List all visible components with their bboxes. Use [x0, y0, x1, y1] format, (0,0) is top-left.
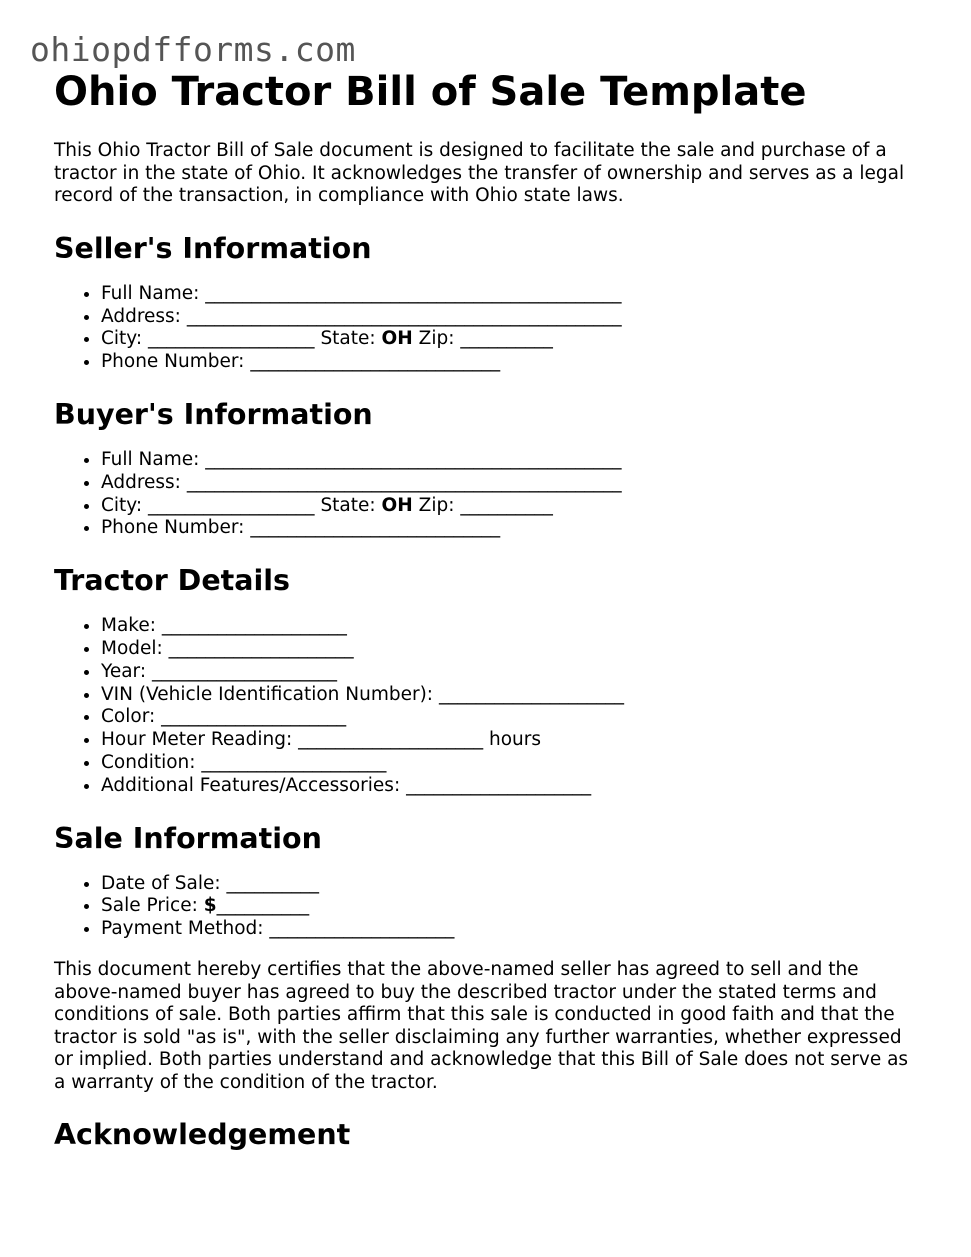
sale-price-field[interactable]: [101, 895, 924, 918]
fill-line[interactable]: ___________________________: [250, 351, 501, 373]
tractor-features-field[interactable]: [101, 775, 924, 798]
fill-line[interactable]: _______________________________________________: [186, 305, 622, 327]
field-label: Color:: [101, 706, 156, 728]
fill-line[interactable]: ___________________________: [250, 517, 501, 539]
fill-line[interactable]: ____________________: [168, 637, 354, 659]
fill-line[interactable]: __________: [226, 872, 320, 894]
fill-line[interactable]: ____________________: [269, 918, 455, 940]
tractor-color-field[interactable]: [101, 706, 924, 729]
field-label: Sale Price:: [101, 895, 198, 917]
fill-line[interactable]: ____________________: [161, 706, 347, 728]
fill-line[interactable]: ____________________: [406, 774, 592, 796]
fill-line[interactable]: ____________________: [161, 615, 347, 637]
tractor-hours-field[interactable]: [101, 729, 924, 752]
field-label: Full Name:: [101, 448, 200, 470]
sale-date-field[interactable]: [101, 873, 924, 896]
field-label: Year:: [101, 660, 147, 682]
fill-line[interactable]: __________: [460, 328, 553, 350]
fill-line[interactable]: _____________________________________________: [205, 448, 622, 470]
tractor-model-field[interactable]: [101, 638, 924, 661]
fill-line[interactable]: __________: [460, 494, 553, 516]
fill-line[interactable]: __________________: [148, 494, 315, 516]
sale-payment-method-field[interactable]: [101, 918, 924, 941]
field-label: State:: [320, 494, 376, 516]
field-label: Date of Sale:: [101, 872, 221, 894]
field-label: Phone Number:: [101, 517, 245, 539]
certification-paragraph: This document hereby certifies that the above-named seller has agreed to sell and the above-named buyer has agreed to buy the described tractor under the stated terms and conditions of sale. Both parties affirm that this sale is conducted in good faith and that the tractor is sold "as is", with the seller disclaiming any further warranties, whether expressed or implied. Both parties understand and acknowledge that this Bill of Sale does not serve as a warranty of the condition of the tractor.: [54, 958, 909, 1093]
seller-address-field[interactable]: [101, 306, 924, 329]
fill-line[interactable]: ____________________: [298, 729, 484, 751]
buyer-full-name-field[interactable]: [101, 449, 924, 472]
field-label: Hour Meter Reading:: [101, 729, 293, 751]
document-body: [54, 66, 924, 1154]
fill-line[interactable]: __________________: [148, 328, 315, 350]
field-label: Zip:: [418, 494, 455, 516]
fill-line[interactable]: ____________________: [201, 751, 387, 773]
seller-heading: Seller's Information: [54, 231, 372, 265]
field-label: Model:: [101, 637, 163, 659]
fill-line[interactable]: ____________________: [151, 660, 337, 682]
state-value: OH: [381, 328, 413, 350]
field-label: Address:: [101, 305, 181, 327]
buyer-heading: Buyer's Information: [54, 397, 373, 431]
state-value: OH: [381, 494, 413, 516]
site-watermark: ohiopdfforms.com: [30, 30, 356, 69]
intro-paragraph: This Ohio Tractor Bill of Sale document is designed to facilitate the sale and purchase of a tractor in the state of Ohio. It acknowledges the transfer of ownership and serves as a legal record of the transaction, in compliance with Ohio state laws.: [54, 140, 905, 207]
tractor-vin-field[interactable]: [101, 684, 924, 707]
field-label: Make:: [101, 615, 156, 637]
seller-full-name-field[interactable]: [101, 283, 924, 306]
field-label: City:: [101, 494, 143, 516]
seller-fields: [54, 283, 924, 374]
tractor-condition-field[interactable]: [101, 752, 924, 775]
currency-symbol: $: [203, 895, 217, 917]
fill-line[interactable]: __________: [216, 895, 310, 917]
tractor-make-field[interactable]: [101, 615, 924, 638]
hours-unit: hours: [489, 729, 542, 751]
buyer-phone-field[interactable]: [101, 517, 924, 540]
field-label: Full Name:: [101, 282, 200, 304]
tractor-fields: [54, 615, 924, 797]
buyer-fields: [54, 449, 924, 540]
seller-city-state-zip-field[interactable]: [101, 328, 924, 351]
fill-line[interactable]: ____________________: [438, 683, 624, 705]
buyer-city-state-zip-field[interactable]: [101, 495, 924, 518]
field-label: State:: [320, 328, 376, 350]
field-label: VIN (Vehicle Identification Number):: [101, 683, 434, 705]
tractor-heading: Tractor Details: [54, 564, 291, 598]
fill-line[interactable]: _______________________________________________: [186, 471, 622, 493]
field-label: Zip:: [418, 328, 455, 350]
field-label: Additional Features/Accessories:: [101, 774, 401, 796]
field-label: City:: [101, 328, 143, 350]
sale-fields: [54, 873, 924, 941]
field-label: Phone Number:: [101, 351, 245, 373]
field-label: Condition:: [101, 751, 196, 773]
buyer-address-field[interactable]: [101, 472, 924, 495]
fill-line[interactable]: _____________________________________________: [205, 282, 622, 304]
seller-phone-field[interactable]: [101, 351, 924, 374]
page-title: Ohio Tractor Bill of Sale Template: [54, 69, 807, 115]
tractor-year-field[interactable]: [101, 661, 924, 684]
field-label: Payment Method:: [101, 918, 264, 940]
sale-heading: Sale Information: [54, 821, 322, 855]
field-label: Address:: [101, 471, 181, 493]
acknowledgement-heading: Acknowledgement: [54, 1118, 351, 1152]
